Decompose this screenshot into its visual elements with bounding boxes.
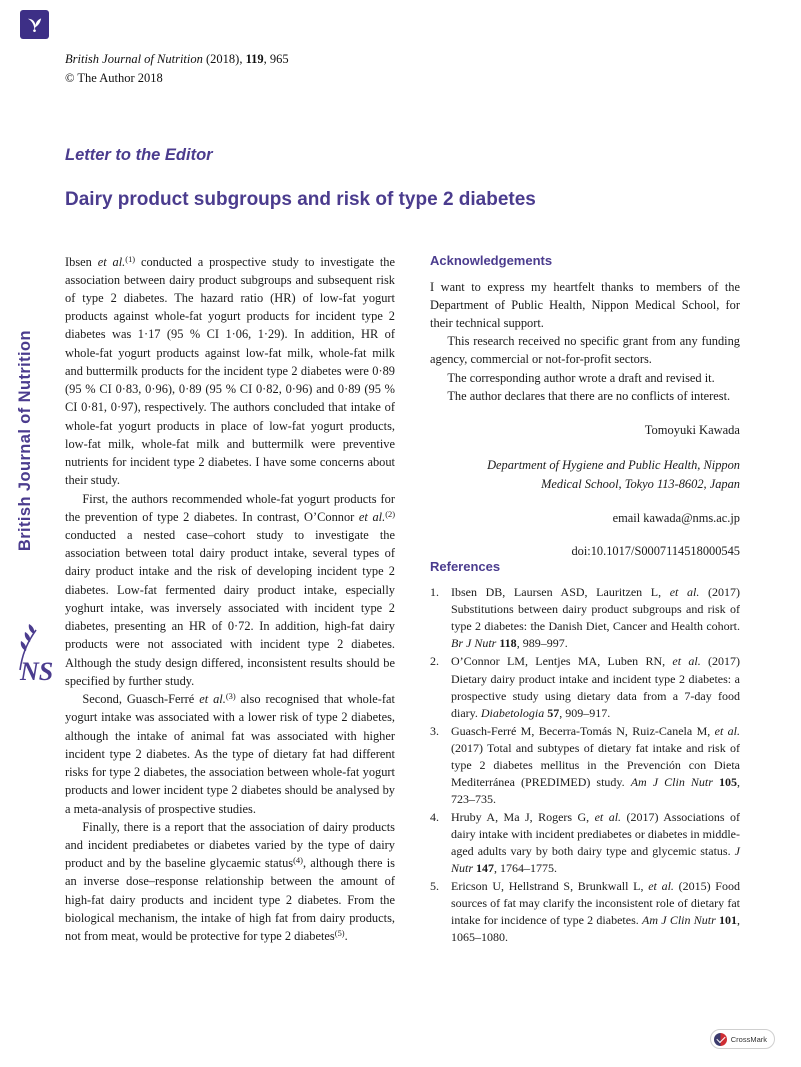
reference-item [430, 809, 740, 877]
reference-text: Ibsen DB, Laursen ASD, Lauritzen L, et al. (2017) Substitutions between dairy product subgroups and risk of type 2 diabetes: the Danish Diet, Cancer and Health cohort. Br J Nutr 118, 989–997. [451, 585, 740, 651]
reference-number: 1. [430, 585, 439, 600]
reference-number: 4. [430, 809, 439, 824]
journal-sidebar-title: British Journal of Nutrition [16, 330, 34, 552]
acknowledgements-paragraph: The author declares that there are no conflicts of interest. [447, 388, 731, 403]
author-email[interactable]: email kawada@nms.ac.jp [612, 511, 740, 526]
reference-item [430, 878, 740, 946]
crossmark-badge[interactable] [710, 1029, 775, 1049]
acknowledgements-paragraph: I want to express my heartfelt thanks to members of the Department of Public Health, Nippon Medical School, for their technical support. [430, 279, 740, 330]
leaf-icon [25, 15, 44, 34]
reference-text: Ericson U, Hellstrand S, Brunkwall L, et al. (2015) Food sources of fat may clarify the inconsistent role of dietary fat intake for incidence of type 2 diabetes. Am J Clin Nutr 101, 1065–1080. [451, 878, 740, 944]
journal-citation: British Journal of Nutrition (2018), 119, 965 [65, 52, 289, 66]
article-body [65, 253, 773, 948]
references-heading: References [430, 559, 501, 575]
reference-text: Hruby A, Ma J, Rogers G, et al. (2017) Associations of dairy intake with incident prediabetes or diabetes in middle-aged adults vary by both dairy type and glycemic status. J Nutr 147, 1764–1775. [451, 809, 741, 875]
reference-item [430, 723, 740, 808]
author-affiliation: Department of Hygiene and Public Health, Nippon Medical School, Tokyo 113-8602, Japan [487, 458, 740, 491]
reference-number: 2. [430, 654, 439, 669]
article-title: Dairy product subgroups and risk of type 2 diabetes [65, 188, 536, 210]
body-column-right [430, 253, 740, 948]
crossmark-label: CrossMark [730, 1034, 767, 1044]
article-doi: doi:10.1017/S0007114518000545 [571, 544, 740, 559]
reference-item [430, 584, 740, 652]
reference-number: 3. [430, 723, 439, 738]
reference-item [430, 653, 740, 721]
body-column-left [65, 253, 395, 948]
masthead [65, 50, 773, 88]
body-paragraph: Ibsen et al.$^{(1)}$ conducted a prospective study to investigate the association between dairy product subgroups and subsequent risk of type 2 diabetes. The hazard ratio (HR) of low-fat yogurt products against whole-fat yogurt products for incident type 2 diabetes was 1·17 (95 % CI 1·06, 1·29). In addition, HR of whole-fat yogurt products against low-fat milk, whole-fat milk and buttermilk products for the incident type 2 diabetes were 0·89 (95 % CI 0·83, 0·96), 0·89 (95 % CI 0·82, 0·96) and 0·89 (95 % CI 0·81, 0·97), respectively. The authors concluded that intake of whole-fat yogurt products in place of low-fat yogurt products, low-fat milk, whole-fat milk and buttermilk were preventive nutrients for incident type 2 diabetes. I have some concerns about their study. [65, 253, 395, 488]
nutrition-society-logo [12, 620, 58, 686]
acknowledgements-heading: Acknowledgements [430, 252, 553, 268]
reference-list [430, 584, 740, 946]
ns-monogram: NS [20, 657, 54, 686]
body-paragraph: First, the authors recommended whole-fat yogurt products for the prevention of type 2 diabetes. In contrast, O’Connor et al.$^{(2)}$ conducted a nested case–cohort study to investigate the association between total dairy product intake, several types of dairy product intake and the risk of developing incident type 2 diabetes. Low-fat fermented dairy product intake, especially yoghurt intake, was inversely associated with incident type 2 diabetes, presenting an HR of 0·72. In addition, high-fat dairy products were not associated with incident type 2 diabetes. Although the study design differed, inconsistent results should be specified by further study. [65, 491, 396, 688]
acknowledgements-paragraph: This research received no specific grant from any funding agency, commercial or not-for-profit sectors. [430, 334, 740, 367]
reference-text: O’Connor LM, Lentjes MA, Luben RN, et al. (2017) Dietary dairy product intake and incident type 2 diabetes: a prospective study using dietary data from a 7-day food diary. Diabetologia 57, 909–917. [451, 654, 740, 720]
publisher-logo [20, 10, 49, 39]
crossmark-icon [714, 1033, 727, 1046]
author-name: Tomoyuki Kawada [644, 423, 740, 438]
article-type-label: Letter to the Editor [65, 145, 213, 164]
body-paragraph: Second, Guasch-Ferré et al.$^{(3)}$ also recognised that whole-fat yogurt intake was associated with a lower risk of type 2 diabetes, although the intake of animal fat was associated with higher incident type 2 diabetes. As the type of dietary fat had different risks for type 2 diabetes, the association between whole-fat yogurt products and lower incident type 2 diabetes should be analysed by a meta-analysis of prospective studies. [65, 691, 396, 816]
body-paragraph: Finally, there is a report that the association of dairy products and incident prediabetes or diabetes varied by the type of dairy product and by the baseline glycaemic status$^{(4)}$, although there is an inverse dose–response relationship between the amount of high-fat dairy products and incident type 2 diabetes. From the biological mechanism, the intake of high fat from dairy products, not from meat, would be protective for type 2 diabetes$^{(5)}$. [65, 819, 395, 944]
reference-text: Guasch-Ferré M, Becerra-Tomás N, Ruiz-Canela M, et al. (2017) Total and subtypes of dietary fat intake and risk of type 2 diabetes mellitus in the Prevención con Dieta Mediterránea (PREDIMED) study. Am J Clin Nutr 105, 723–735. [451, 723, 741, 806]
acknowledgements-block [430, 278, 740, 406]
acknowledgements-paragraph: The corresponding author wrote a draft and revised it. [447, 370, 715, 385]
copyright-line: © The Author 2018 [65, 70, 163, 85]
reference-number: 5. [430, 878, 439, 893]
